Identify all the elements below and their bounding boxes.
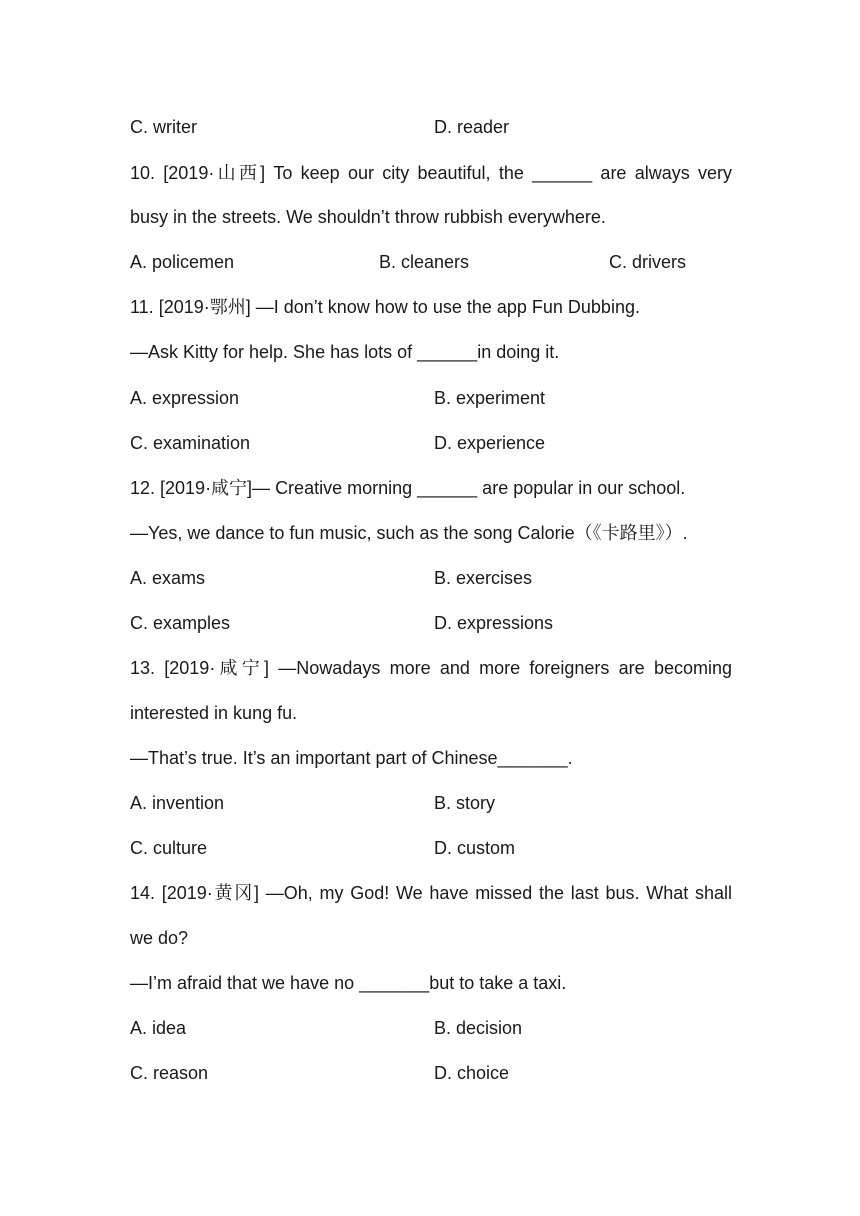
q13-option-d: D. custom bbox=[434, 838, 516, 858]
q14-option-c: C. reason bbox=[130, 1063, 209, 1083]
q11-option-b: B. experiment bbox=[434, 388, 546, 408]
q12-option-c: C. examples bbox=[130, 613, 231, 633]
q9-option-d: D. reader bbox=[434, 117, 510, 137]
q12-stem-line-2: —Yes, we dance to fun music, such as the song Calorie（《卡路里》）. bbox=[130, 523, 688, 543]
q13-stem-line-3: —That’s true. It’s an important part of Chinese_______. bbox=[130, 748, 573, 768]
q13-stem-line-1: 13. [2019·咸宁] —Nowadays more and more foreigners are becoming bbox=[130, 658, 732, 678]
q12-option-b: B. exercises bbox=[434, 568, 533, 588]
q13-option-a: A. invention bbox=[130, 793, 225, 813]
q11-stem-line-1: 11. [2019·鄂州] —I don’t know how to use the app Fun Dubbing. bbox=[130, 297, 640, 317]
q12-stem-line-1: 12. [2019·咸宁]— Creative morning ______ are popular in our school. bbox=[130, 478, 686, 498]
q13-stem-line-2: interested in kung fu. bbox=[130, 703, 298, 723]
q12-option-d: D. expressions bbox=[434, 613, 554, 633]
q9-option-c: C. writer bbox=[130, 117, 197, 137]
q11-option-d: D. experience bbox=[434, 433, 546, 453]
q14-option-b: B. decision bbox=[434, 1018, 523, 1038]
q14-stem-line-2: we do? bbox=[130, 928, 189, 948]
q10-option-c: C. drivers bbox=[609, 252, 687, 272]
q10-option-a: A. policemen bbox=[130, 252, 235, 272]
q12-option-a: A. exams bbox=[130, 568, 206, 588]
q14-option-a: A. idea bbox=[130, 1018, 187, 1038]
q13-option-b: B. story bbox=[434, 793, 496, 813]
q14-stem-line-1: 14. [2019·黄冈] —Oh, my God! We have missed the last bus. What shall bbox=[130, 883, 732, 903]
q13-option-c: C. culture bbox=[130, 838, 208, 858]
q10-option-b: B. cleaners bbox=[379, 252, 470, 272]
q14-option-d: D. choice bbox=[434, 1063, 510, 1083]
q11-option-a: A. expression bbox=[130, 388, 240, 408]
q10-stem-line-2: busy in the streets. We shouldn’t throw rubbish everywhere. bbox=[130, 207, 606, 227]
q11-stem-line-2: —Ask Kitty for help. She has lots of ______in doing it. bbox=[130, 342, 560, 362]
q11-option-c: C. examination bbox=[130, 433, 251, 453]
q14-stem-line-3: —I’m afraid that we have no _______but to take a taxi. bbox=[130, 973, 567, 993]
q10-stem-line-1: 10. [2019·山西] To keep our city beautiful, the ______ are always very bbox=[130, 163, 732, 183]
